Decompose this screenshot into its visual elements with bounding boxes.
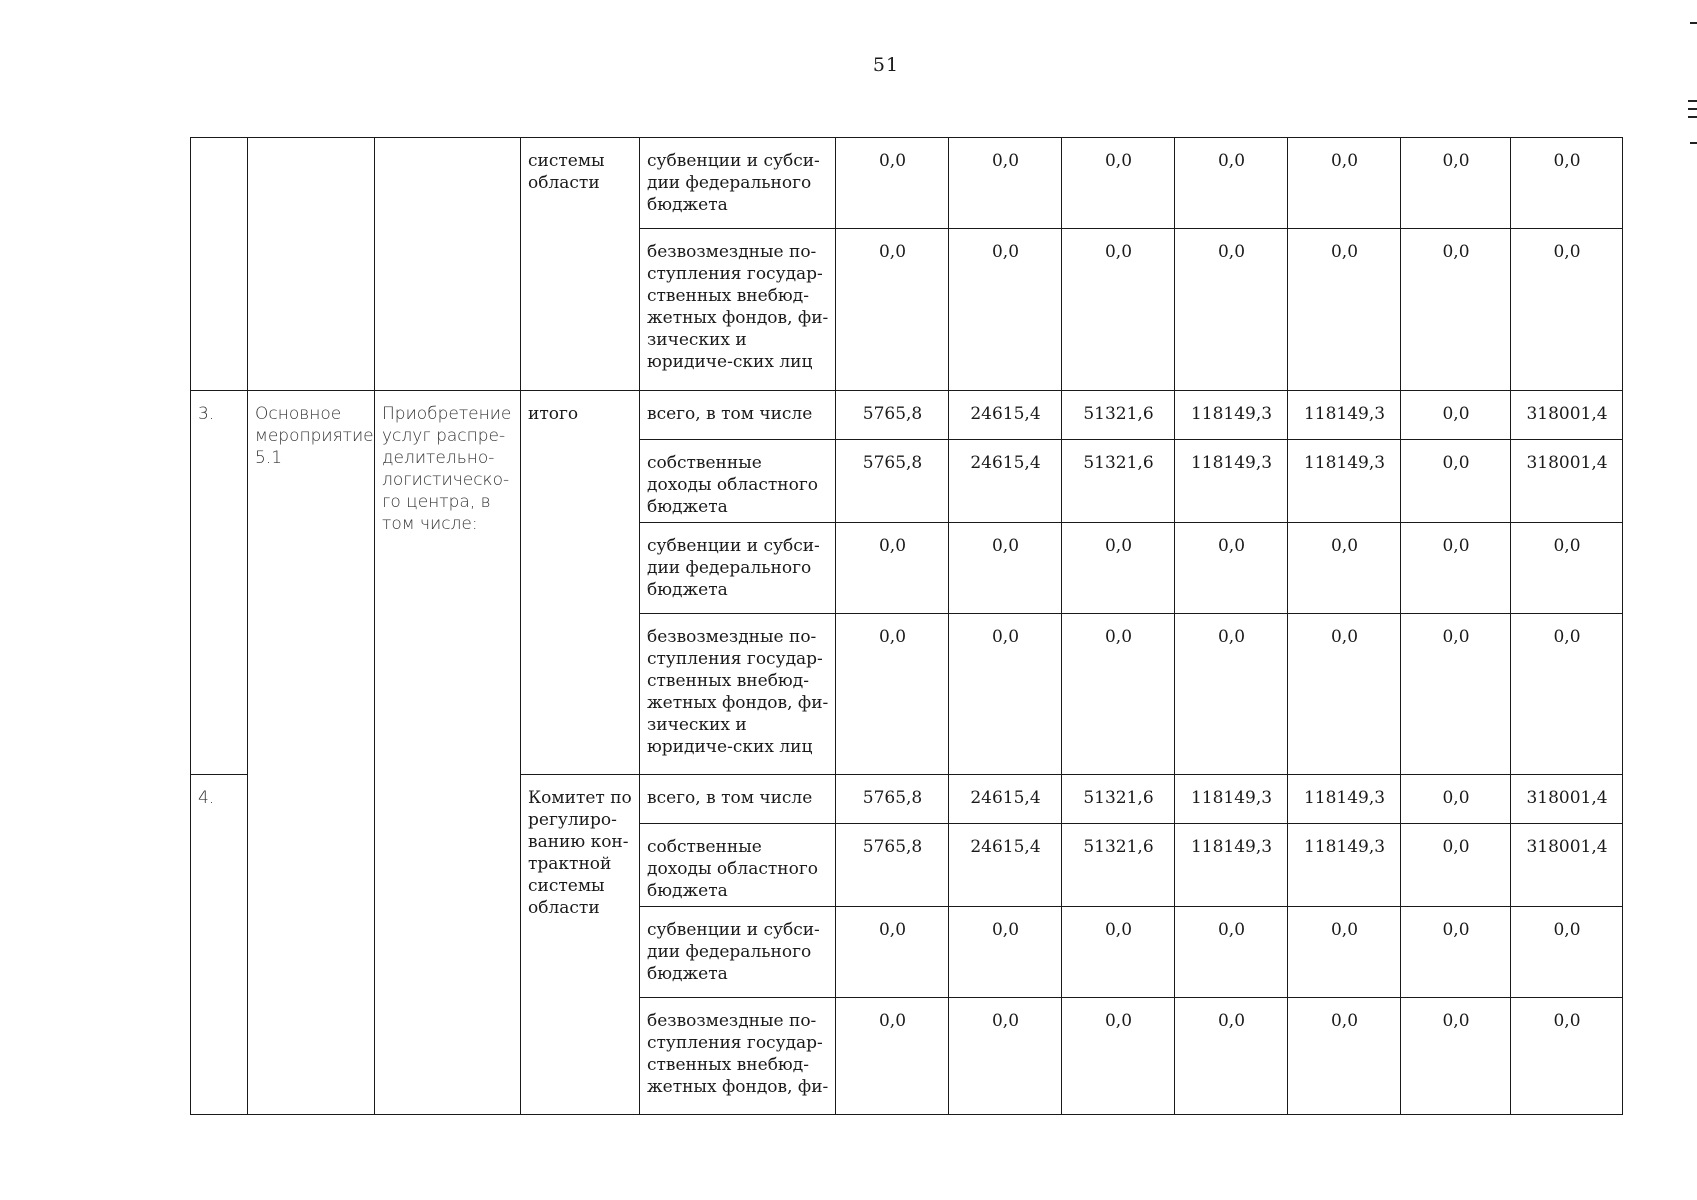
edge-mark-low [1690,142,1697,144]
value-cell: 118149,3 [1175,440,1288,523]
value-cell: 24615,4 [949,824,1062,907]
value-cell: 118149,3 [1288,391,1401,440]
edge-mark-bars-2 [1688,108,1697,110]
funding-source-cell: всего, в том числе [640,775,836,824]
edge-mark-bars [1688,100,1697,102]
funding-source-cell: субвенции и субси-дии федерального бюджета [640,907,836,998]
value-cell: 118149,3 [1175,775,1288,824]
funding-source-cell: безвозмездные по-ступления государ-ственных внебюд-жетных фондов, фи-зических и юридиче-ских лиц [640,229,836,391]
value-cell: 0,0 [1062,907,1175,998]
value-cell: 0,0 [1511,907,1623,998]
value-cell: 0,0 [1401,824,1511,907]
value-cell: 5765,8 [836,775,949,824]
value-cell: 24615,4 [949,775,1062,824]
value-cell: 0,0 [1511,523,1623,614]
value-cell: 118149,3 [1288,440,1401,523]
value-cell: 0,0 [1401,614,1511,775]
value-cell: 0,0 [1511,229,1623,391]
value-cell: 0,0 [1288,523,1401,614]
value-cell: 318001,4 [1511,775,1623,824]
value-cell: 0,0 [1401,440,1511,523]
value-cell: 0,0 [949,998,1062,1115]
value-cell: 5765,8 [836,440,949,523]
value-cell: 0,0 [1288,614,1401,775]
value-cell: 0,0 [1401,907,1511,998]
value-cell: 0,0 [1062,138,1175,229]
value-cell: 0,0 [1175,229,1288,391]
value-cell: 51321,6 [1062,440,1175,523]
value-cell: 0,0 [1288,907,1401,998]
value-cell: 318001,4 [1511,824,1623,907]
value-cell: 0,0 [1062,614,1175,775]
funding-source-cell: всего, в том числе [640,391,836,440]
value-cell: 0,0 [1175,614,1288,775]
value-cell: 0,0 [949,907,1062,998]
table-row [191,391,1623,440]
funding-source-cell: субвенции и субси-дии федерального бюджета [640,523,836,614]
item-number: 3. [191,391,248,775]
value-cell: 0,0 [836,614,949,775]
value-cell: 5765,8 [836,824,949,907]
item-description: Приобретение услуг распре-делительно-логистическо-го центра, в том числе: [375,391,521,1115]
value-cell: 0,0 [836,907,949,998]
value-cell: 24615,4 [949,440,1062,523]
value-cell: 0,0 [1175,998,1288,1115]
value-cell: 0,0 [1288,229,1401,391]
value-cell: 0,0 [1288,998,1401,1115]
budget-table [190,137,1623,1115]
value-cell: 318001,4 [1511,391,1623,440]
value-cell: 0,0 [1401,523,1511,614]
value-cell: 5765,8 [836,391,949,440]
value-cell: 51321,6 [1062,775,1175,824]
value-cell: 118149,3 [1288,824,1401,907]
table-row [191,138,1623,229]
value-cell: 0,0 [836,523,949,614]
value-cell: 118149,3 [1175,824,1288,907]
value-cell: 0,0 [1511,614,1623,775]
value-cell: 24615,4 [949,391,1062,440]
value-cell: 0,0 [1401,391,1511,440]
value-cell: 0,0 [1062,998,1175,1115]
item-name: Основное мероприятие 5.1 [248,391,375,1115]
edge-mark-top [1690,22,1697,24]
value-cell: 0,0 [949,614,1062,775]
value-cell: 118149,3 [1288,775,1401,824]
value-cell: 0,0 [1511,138,1623,229]
funding-source-cell: собственные доходы областного бюджета [640,440,836,523]
value-cell: 0,0 [836,229,949,391]
page-number: 51 [872,54,900,76]
value-cell: 0,0 [836,138,949,229]
value-cell: 0,0 [1401,229,1511,391]
value-cell: 0,0 [1401,138,1511,229]
value-cell: 0,0 [1511,998,1623,1115]
funding-source-cell: субвенции и субси-дии федерального бюджета [640,138,836,229]
value-cell: 0,0 [1175,907,1288,998]
description-cell-empty [375,138,521,391]
value-cell: 0,0 [949,229,1062,391]
value-cell: 0,0 [1062,229,1175,391]
executor-cell: Комитет по регулиро-ванию кон-трактной системы области [521,775,640,1115]
value-cell: 318001,4 [1511,440,1623,523]
executor-cell: итого [521,391,640,775]
funding-source-cell: безвозмездные по-ступления государ-ственных внебюд-жетных фондов, фи-зических и юридиче-ских лиц [640,614,836,775]
value-cell: 51321,6 [1062,391,1175,440]
value-cell: 0,0 [1175,523,1288,614]
value-cell: 0,0 [1401,998,1511,1115]
item-number: 4. [191,775,248,1115]
value-cell: 118149,3 [1175,391,1288,440]
value-cell: 0,0 [1288,138,1401,229]
value-cell: 0,0 [1175,138,1288,229]
value-cell: 0,0 [949,138,1062,229]
funding-source-cell: безвозмездные по-ступления государ-ственных внебюд-жетных фондов, фи- [640,998,836,1115]
executor-cell: системы области [521,138,640,391]
funding-source-cell: собственные доходы областного бюджета [640,824,836,907]
value-cell: 0,0 [836,998,949,1115]
value-cell: 0,0 [949,523,1062,614]
value-cell: 51321,6 [1062,824,1175,907]
name-cell-empty [248,138,375,391]
value-cell: 0,0 [1062,523,1175,614]
edge-mark-bars-3 [1688,116,1697,118]
number-cell-empty [191,138,248,391]
value-cell: 0,0 [1401,775,1511,824]
